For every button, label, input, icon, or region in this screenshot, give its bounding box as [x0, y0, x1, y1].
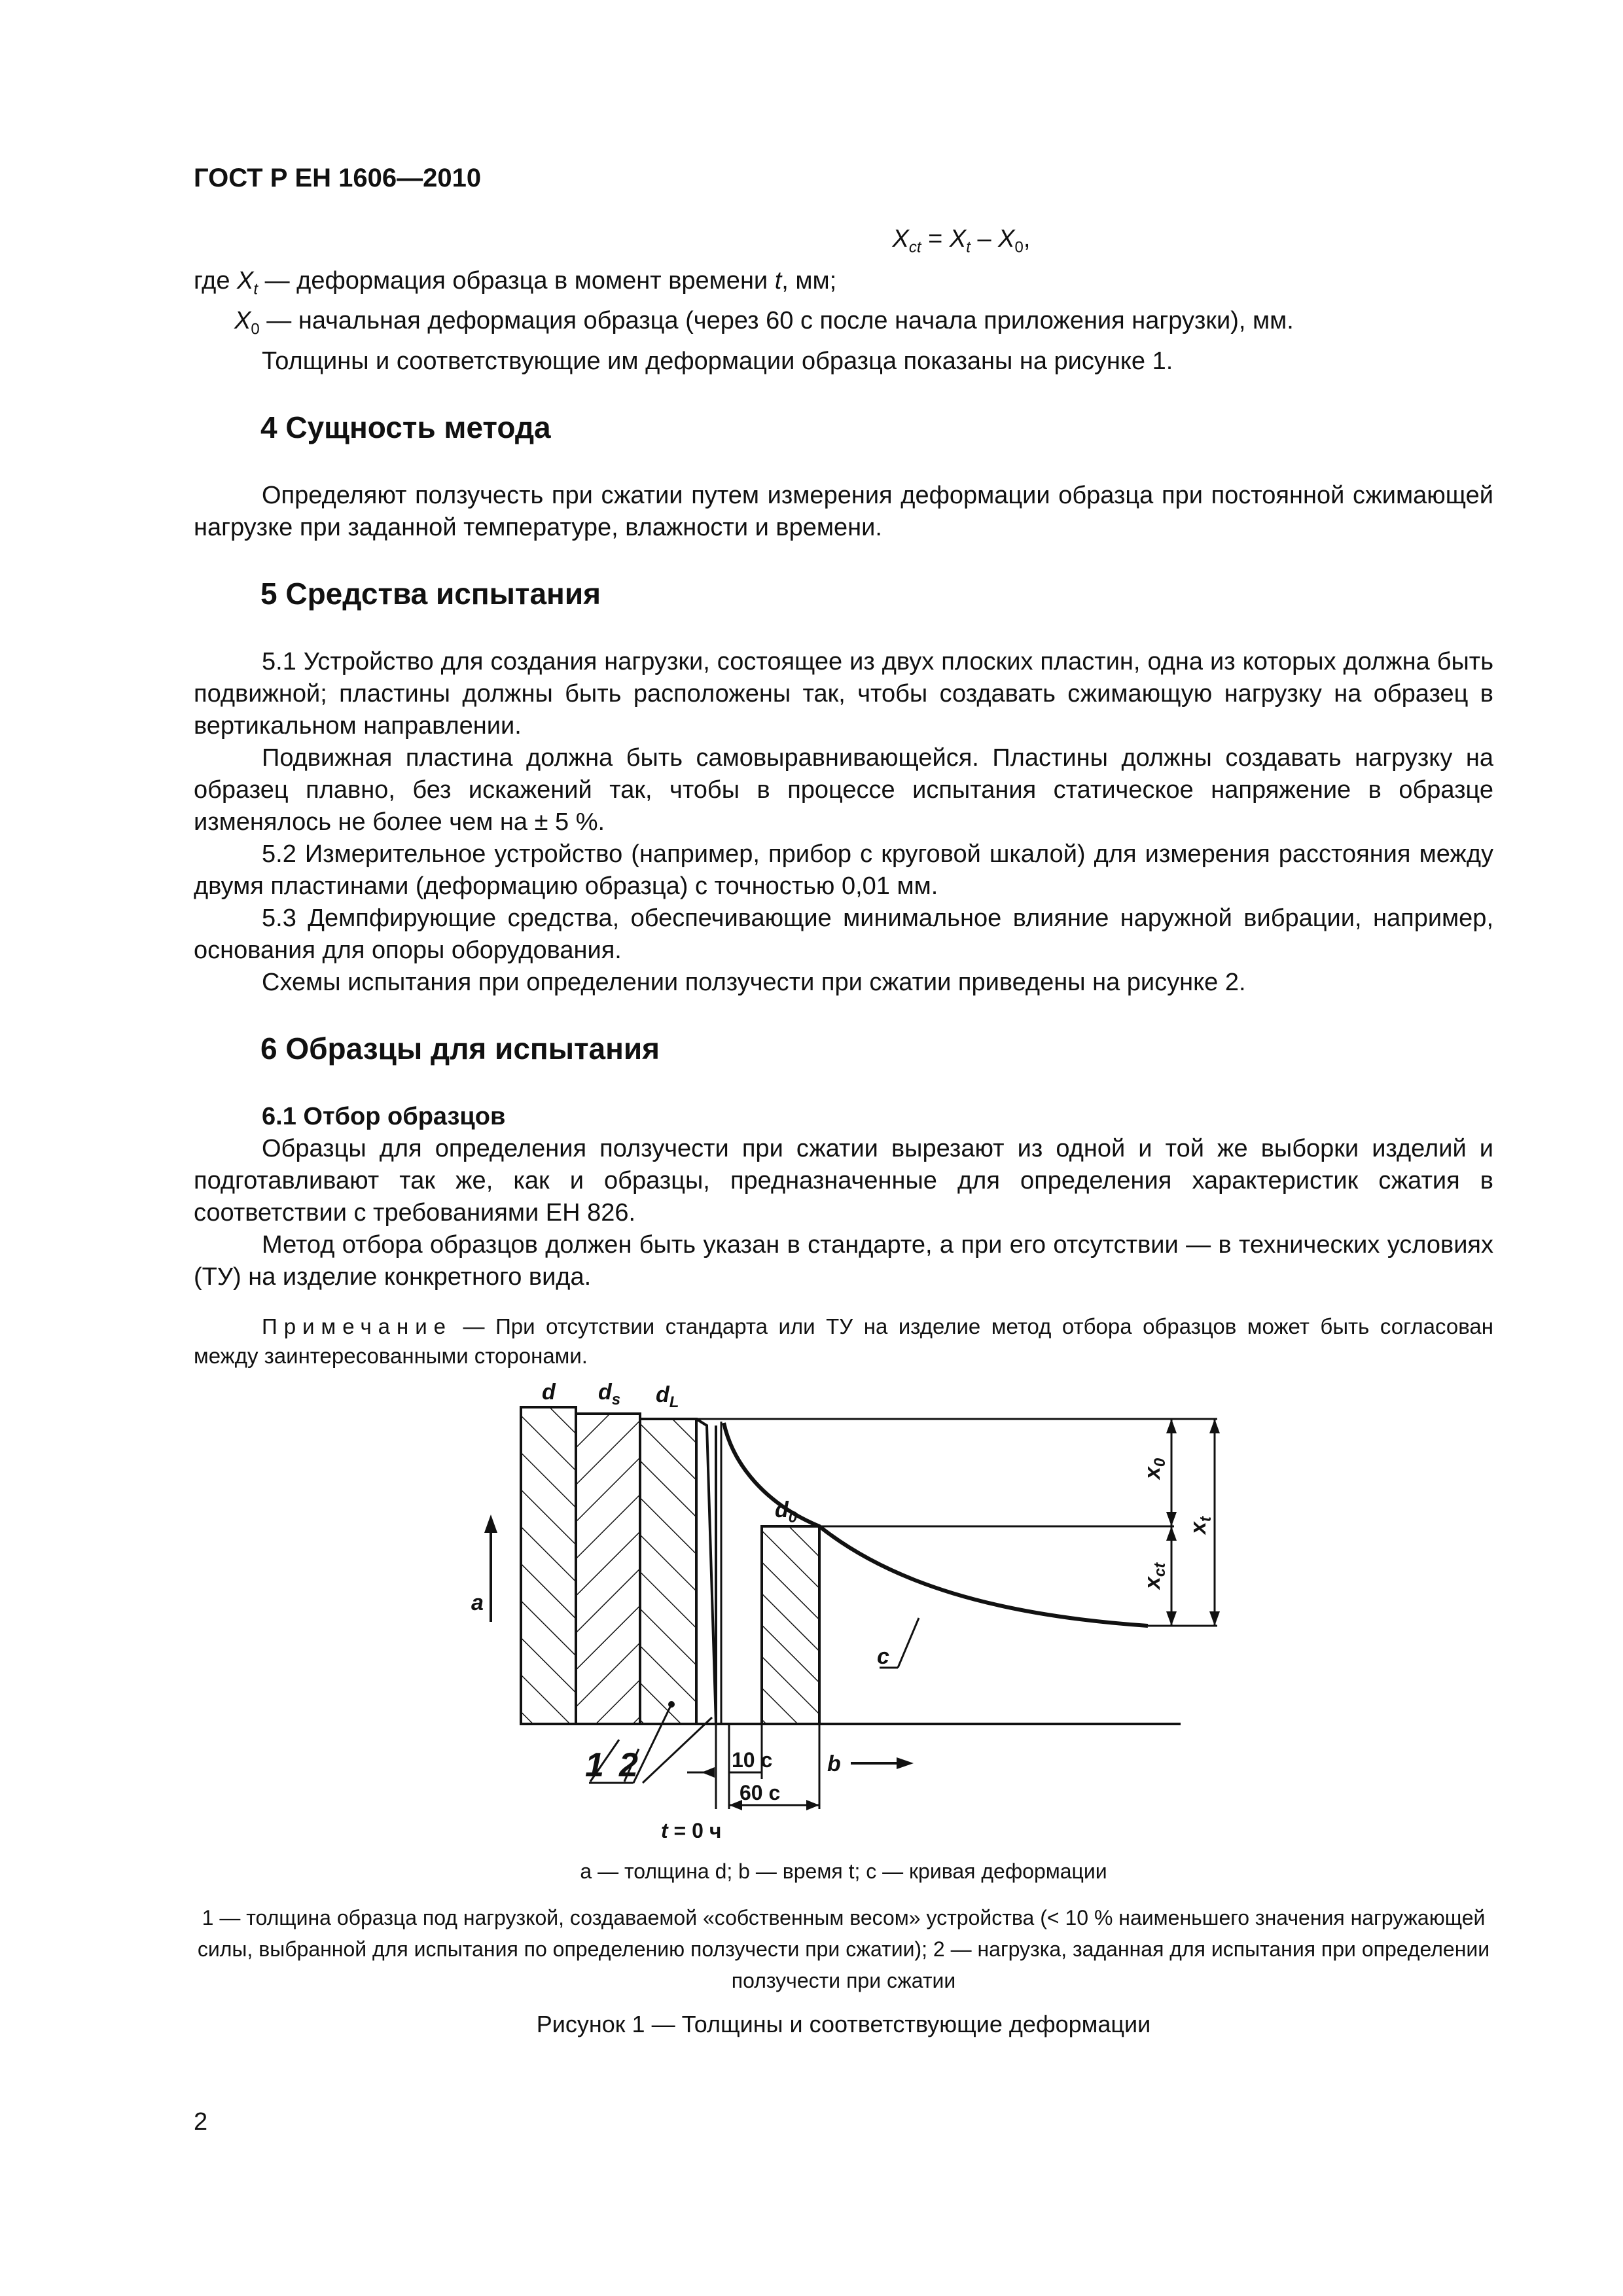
specimen-dL: [640, 1419, 696, 1724]
figure-1-diagram: [471, 1367, 1257, 1838]
label-dL: $d_L$: [656, 1382, 679, 1411]
label-xct: $x_{ct}$: [1140, 1562, 1169, 1589]
section-6-1-title: 6.1 Отбор образцов: [262, 1102, 506, 1130]
section-6-1-paragraph: Образцы для определения ползучести при сжатии вырезают из одной и той же выборки изделий и подготавливают так же, как и образцы, предназначенные для определения характеристик сжатия в соответствии с требованиями ЕН 826.: [194, 1134, 1493, 1227]
label-60s: 60 с: [740, 1781, 781, 1804]
page-number: 2: [194, 2108, 208, 2136]
figure-1: [471, 1367, 1257, 1838]
section-4-title: 4 Сущность метода: [260, 410, 551, 444]
note: [194, 1312, 1493, 1371]
specimen-d0: [762, 1526, 819, 1724]
label-2: 2: [619, 1746, 638, 1784]
specimen-ds: [576, 1414, 640, 1724]
label-1: 1: [585, 1746, 604, 1784]
note-label: Примечание: [262, 1314, 453, 1338]
label-xt: $x_t$: [1186, 1516, 1215, 1534]
section-5-1: 5.1 Устройство для создания нагрузки, состоящее из двух плоских пластин, одна из которых должна быть подвижной; пластины должны быть расположены так, чтобы создавать сжимающую нагрузку на образец в вертикальном направлении.: [194, 647, 1493, 740]
creep-formula: $X_{ct} = X_t - X_0$,: [892, 225, 1031, 257]
label-ds: $d_s$: [598, 1380, 621, 1408]
section-5-title: 5 Средства испытания: [260, 576, 601, 611]
label-x0: $x_0$: [1140, 1458, 1169, 1479]
figure-1-explanation: 1 — толщина образца под нагрузкой, создаваемой «собственным весом» устройства (< 10 % наименьшего значения нагружающей силы, выбранной для испытания по определению ползучести при сжатии); 2 — нагрузка, заданная для испытания при определении ползучести при сжатии: [197, 1906, 1490, 1992]
label-c: c: [877, 1644, 889, 1669]
figure-1-legend: a — толщина d; b — время t; c — кривая деформации: [580, 1859, 1107, 1883]
section-6-title: 6 Образцы для испытания: [260, 1031, 660, 1066]
specimen-d: [521, 1407, 576, 1724]
label-a: a: [471, 1590, 484, 1615]
definition-x0: $X_0$ — начальная деформация образца (через 60 с после начала приложения нагрузки), мм.: [234, 307, 1294, 338]
label-10s: 10 с: [732, 1748, 773, 1772]
section-4-paragraph: Определяют ползучесть при сжатии путем измерения деформации образца при постоянной сжимающей нагрузке при заданной температуре, влажности и времени.: [194, 481, 1493, 541]
label-b: b: [827, 1751, 841, 1776]
label-d0: $d_0$: [775, 1498, 798, 1526]
note-text: — При отсутствии стандарта или ТУ на изделие метод отбора образцов может быть согласован между заинтересованными сторонами.: [194, 1314, 1493, 1368]
definition-xt: где $X_t$ — деформация образца в момент времени t, мм;: [194, 266, 837, 298]
figure-1-title: Рисунок 1 — Толщины и соответствующие деформации: [536, 2011, 1151, 2037]
section-5-schemes: Схемы испытания при определении ползучести при сжатии приведены на рисунке 2.: [262, 968, 1246, 996]
label-t0: t = 0 ч: [661, 1819, 722, 1838]
section-5-2: 5.2 Измерительное устройство (например, прибор с круговой шкалой) для измерения расстояния между двумя пластинами (деформацию образца) с точностью 0,01 мм.: [194, 840, 1493, 900]
section-6-1-method: Метод отбора образцов должен быть указан в стандарте, а при его отсутствии — в технических условиях (ТУ) на изделие конкретного вида.: [194, 1230, 1493, 1291]
definition-note: Толщины и соответствующие им деформации образца показаны на рисунке 1.: [262, 347, 1173, 375]
label-d: d: [542, 1380, 556, 1405]
section-5-1-cont: Подвижная пластина должна быть самовыравнивающейся. Пластины должны создавать нагрузку на образец плавно, без искажений так, чтобы в процессе испытания статическое напряжение в образце изменялось не более чем на ± 5 %.: [194, 744, 1493, 836]
document-id: ГОСТ Р ЕН 1606—2010: [194, 164, 482, 192]
section-5-3: 5.3 Демпфирующие средства, обеспечивающие минимальное влияние наружной вибрации, например, основания для опоры оборудования.: [194, 904, 1493, 964]
